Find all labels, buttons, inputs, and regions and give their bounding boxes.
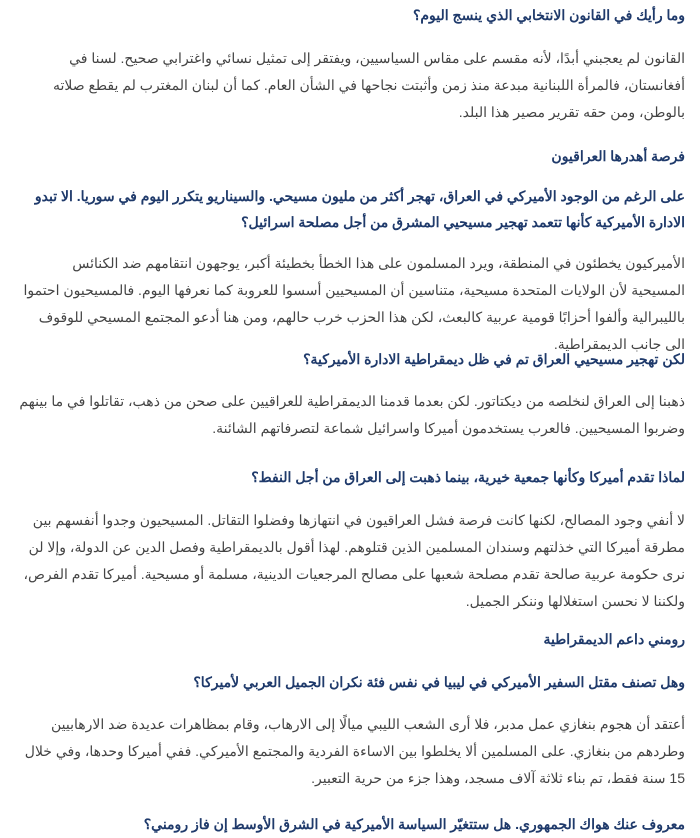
question-heading: لماذا تقدم أميركا وكأنها جمعية خيرية، بينما ذهبت إلى العراق من أجل النفط؟ xyxy=(251,469,685,485)
answer-paragraph: لا أنفي وجود المصالح، لكنها كانت فرصة فشل العراقيون في انتهازها وفضلوا التقاتل. المسيحيون وجدوا أنفسهم بين مطرقة أميركا التي خذلتهم وسندان المسلمين الذين قتلوهم. لهذا أقول بالديمقراطية وفصل الدين عن الدولة، وإلا لن نرى حكومة عربية صالحة تقدم مصلحة شعبها على مصالح المرجعيات الدينية، مسلمة أو مسيحية. أميركا تقدم الفرص، ولكننا لا نحسن استغلالها وننكر الجميل. xyxy=(23,512,685,609)
answer-paragraph: الأميركيون يخطئون في المنطقة، ويرد المسلمون على هذا الخطأ بخطيئة أكبر، يوجهون انتقامهم ضد الكنائس المسيحية لأن الولايات المتحدة مسيحية، متناسين أن المسيحيين أسسوا للعروبة كما نعرفها اليوم. فالمسيحيون احتموا بالليبرالية وألفوا أحزابًا قومية عربية كالبعث، لكن هذا الحزب خرب حالهم، ومن هنا أدعو المجتمع المسيحي للوقوف الى جانب الديمقراطية. xyxy=(23,255,685,352)
question-heading: وهل تصنف مقتل السفير الأميركي في ليبيا في نفس فئة نكران الجميل العربي لأميركا؟ xyxy=(193,674,685,690)
section-subheading: رومني داعم الديمقراطية xyxy=(543,631,685,647)
question-heading: على الرغم من الوجود الأميركي في العراق، تهجر أكثر من مليون مسيحي. والسيناريو يتكرر اليوم في سوريا. الا تبدو الادارة الأميركية كأنها تتعمد تهجير مسيحيي المشرق من أجل مصلحة اسرائيل؟ xyxy=(34,188,685,230)
answer-paragraph: أعتقد أن هجوم بنغازي عمل مدبر، فلا أرى الشعب الليبي ميالًا إلى الارهاب، وقام بمظاهرات عديدة ضد الارهابيين وطردهم من بنغازي. على المسلمين ألا يخلطوا بين الاساءة الفردية والمجتمع الأميركي. ففي أميركا وحدها، وفي خلال 15 سنة فقط، تم بناء ثلاثة آلاف مسجد، وهذا جزء من حرية التعبير. xyxy=(24,716,685,786)
question-heading: لكن تهجير مسيحيي العراق تم في ظل ديمقراطية الادارة الأميركية؟ xyxy=(303,351,685,367)
question-heading: وما رأيك في القانون الانتخابي الذي ينسج اليوم؟ xyxy=(412,7,685,23)
answer-paragraph: ذهبنا إلى العراق لنخلصه من ديكتاتور. لكن بعدما قدمنا الديمقراطية للعراقيين على صحن من ذهب، تقاتلوا في ما بينهم وضربوا المسيحيين. فالعرب يستخدمون أميركا واسرائيل شماعة لتصرفاتهم الشائنة. xyxy=(19,393,685,436)
section-subheading: فرصة أهدرها العراقيون xyxy=(551,148,685,164)
question-heading: معروف عنك هواك الجمهوري. هل ستتغيّر السياسة الأميركية في الشرق الأوسط إن فاز رومني؟ xyxy=(143,816,685,832)
answer-paragraph: القانون لم يعجبني أبدًا، لأنه مقسم على مقاس السياسيين، ويفتقر إلى تمثيل نسائي واغترابي صحيح. لسنا في أفغانستان، فالمرأة اللبنانية مبدعة منذ زمن وأثبتت نجاحها في الشأن العام. كما أن لبنان المغترب لم يقطع صلاته بالوطن، ومن حقه تقرير مصير هذا البلد. xyxy=(52,50,685,120)
